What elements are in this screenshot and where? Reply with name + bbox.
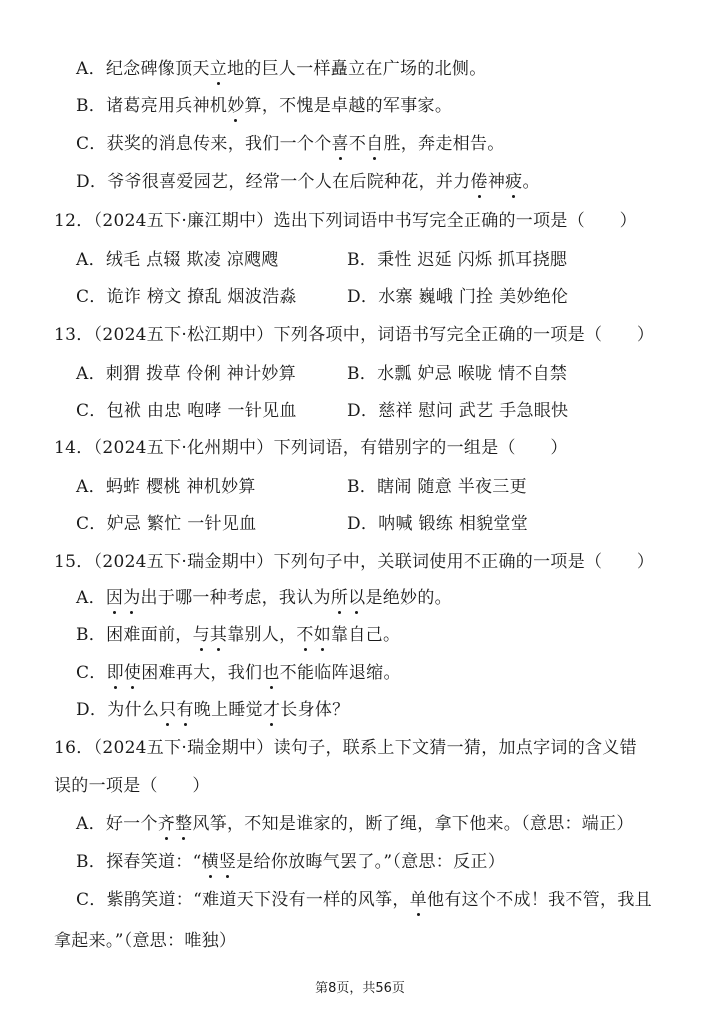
text-segment: C．获奖的消息传来，我们一个个: [76, 134, 332, 154]
text-segment: 是绝妙的。: [365, 588, 452, 608]
emphasis-dotted-char: 倦: [470, 172, 488, 192]
q16-option-c-line1: [76, 888, 652, 912]
q11-option-c: [76, 132, 505, 156]
q12-stem: 12．（2024五下·廉江期中）选出下列词语中书写完全正确的一项是（ ）: [54, 211, 637, 231]
emphasis-dotted-char: 如: [313, 625, 332, 645]
emphasis-dotted-char: 竖: [218, 852, 237, 872]
emphasis-dotted-char: 只: [159, 700, 177, 720]
q11-option-a: [76, 57, 487, 81]
page-footer: 第8页，共56页: [315, 981, 405, 996]
text-segment: 不能临阵退缩。: [279, 663, 401, 683]
q16-option-c-line2: 拿起来。”（意思：唯独）: [54, 931, 237, 951]
text-segment: D．为什么: [76, 700, 160, 720]
q13-stem: 13．（2024五下·松江期中）下列各项中，词语书写完全正确的一项是（ ）: [54, 325, 655, 345]
q15-stem: 15．（2024五下·瑞金期中）下列句子中，关联词使用不正确的一项是（ ）: [54, 552, 655, 572]
q11-option-d: [76, 170, 540, 194]
emphasis-dotted-char: 因: [105, 588, 124, 608]
emphasis-dotted-char: 有: [176, 700, 194, 720]
text-segment: 地的巨人一样矗立在广场的北侧。: [227, 59, 487, 79]
q11-option-b: [76, 94, 452, 118]
q13-option-d: D．慈祥 慰问 武艺 手急眼快: [347, 401, 569, 421]
text-segment: 是给你放晦气罢了。”（意思：反正）: [236, 852, 506, 872]
text-segment: 出于哪一种考虑，我认为: [140, 588, 331, 608]
q16-stem-line2: 误的一项是（ ）: [54, 776, 210, 796]
text-segment: B．探春笑道：“: [76, 852, 202, 872]
emphasis-dotted-char: 使: [123, 663, 142, 683]
emphasis-dotted-char: 齐: [157, 814, 176, 834]
q16-stem-line1: 16．（2024五下·瑞金期中）读句子，联系上下文猜一猜，加点字词的含义错: [54, 738, 637, 758]
text-segment: B．困难面前，: [76, 625, 193, 645]
emphasis-dotted-char: 横: [201, 852, 219, 872]
emphasis-dotted-char: 立: [209, 59, 227, 79]
text-segment: B．诸葛亮用兵神机: [76, 96, 228, 116]
q14-option-b: B．瞎闹 随意 半夜三更: [347, 477, 527, 497]
text-segment: 晚上睡觉: [193, 700, 263, 720]
q15-option-c: [76, 661, 401, 685]
emphasis-dotted-char: 整: [175, 814, 193, 834]
q14-stem: 14．（2024五下·化州期中）下列词语，有错别字的一组是（ ）: [54, 438, 568, 458]
emphasis-dotted-char: 不: [296, 625, 314, 645]
text-segment: A．: [76, 588, 106, 608]
q13-option-b: B．水瓢 妒忌 喉咙 情不自禁: [347, 364, 568, 384]
emphasis-dotted-char: 也: [262, 663, 280, 683]
text-segment: 神: [487, 172, 506, 192]
text-segment: 不: [348, 134, 367, 154]
q16-option-a: [76, 812, 634, 836]
text-segment: 胜，奔走相告。: [383, 134, 505, 154]
q13-option-c: C．包袱 由忠 咆哮 一针见血: [76, 401, 297, 421]
q12-option-b: B．秉性 迟延 闪烁 抓耳挠腮: [347, 250, 568, 270]
emphasis-dotted-char: 以: [348, 588, 366, 608]
q14-option-d: D．呐喊 锻练 相貌堂堂: [347, 514, 529, 534]
text-segment: 他有这个不成！我不管，我且: [427, 890, 652, 910]
q15-option-d: [76, 698, 349, 722]
emphasis-dotted-char: 为: [123, 588, 141, 608]
text-segment: 风筝，不知是谁家的，断了绳，拿下他来。（意思：端正）: [192, 814, 634, 834]
emphasis-dotted-char: 才: [262, 700, 281, 720]
text-segment: 算，不愧是卓越的军事家。: [244, 96, 453, 116]
text-segment: 。: [522, 172, 540, 192]
q15-option-a: [76, 586, 452, 610]
emphasis-dotted-char: 所: [330, 588, 349, 608]
q12-option-a: A．绒毛 点辍 欺凌 凉飕飕: [76, 250, 279, 270]
emphasis-dotted-char: 单: [409, 890, 428, 910]
q14-option-c: C．妒忌 繁忙 一针见血: [76, 514, 257, 534]
q15-option-b: [76, 623, 400, 647]
q12-option-d: D．水寨 巍峨 门拴 美妙绝伦: [347, 287, 569, 307]
emphasis-dotted-char: 自: [366, 134, 384, 154]
emphasis-dotted-char: 其: [209, 625, 228, 645]
text-segment: 长身体？: [280, 700, 350, 720]
q12-option-c: C．诡诈 榜文 撩乱 烟波浩淼: [76, 287, 297, 307]
text-segment: A．好一个: [76, 814, 158, 834]
emphasis-dotted-char: 喜: [331, 134, 349, 154]
text-segment: 靠别人，: [227, 625, 297, 645]
text-segment: 靠自己。: [331, 625, 401, 645]
text-segment: D．爷爷很喜爱园艺，经常一个人在后院种花，并力: [76, 172, 471, 192]
text-segment: 困难再大，我们: [141, 663, 263, 683]
text-segment: A．纪念碑像顶天: [76, 59, 210, 79]
emphasis-dotted-char: 疲: [505, 172, 523, 192]
q16-option-b: [76, 850, 505, 874]
text-segment: C．紫鹃笑道：“难道天下没有一样的风筝，: [76, 890, 410, 910]
emphasis-dotted-char: 即: [106, 663, 124, 683]
q13-option-a: A．刺猬 拨草 伶俐 神计妙算: [76, 364, 296, 384]
emphasis-dotted-char: 与: [192, 625, 210, 645]
emphasis-dotted-char: 妙: [227, 96, 245, 116]
q14-option-a: A．蚂蚱 樱桃 神机妙算: [76, 477, 256, 497]
text-segment: C．: [76, 663, 107, 683]
